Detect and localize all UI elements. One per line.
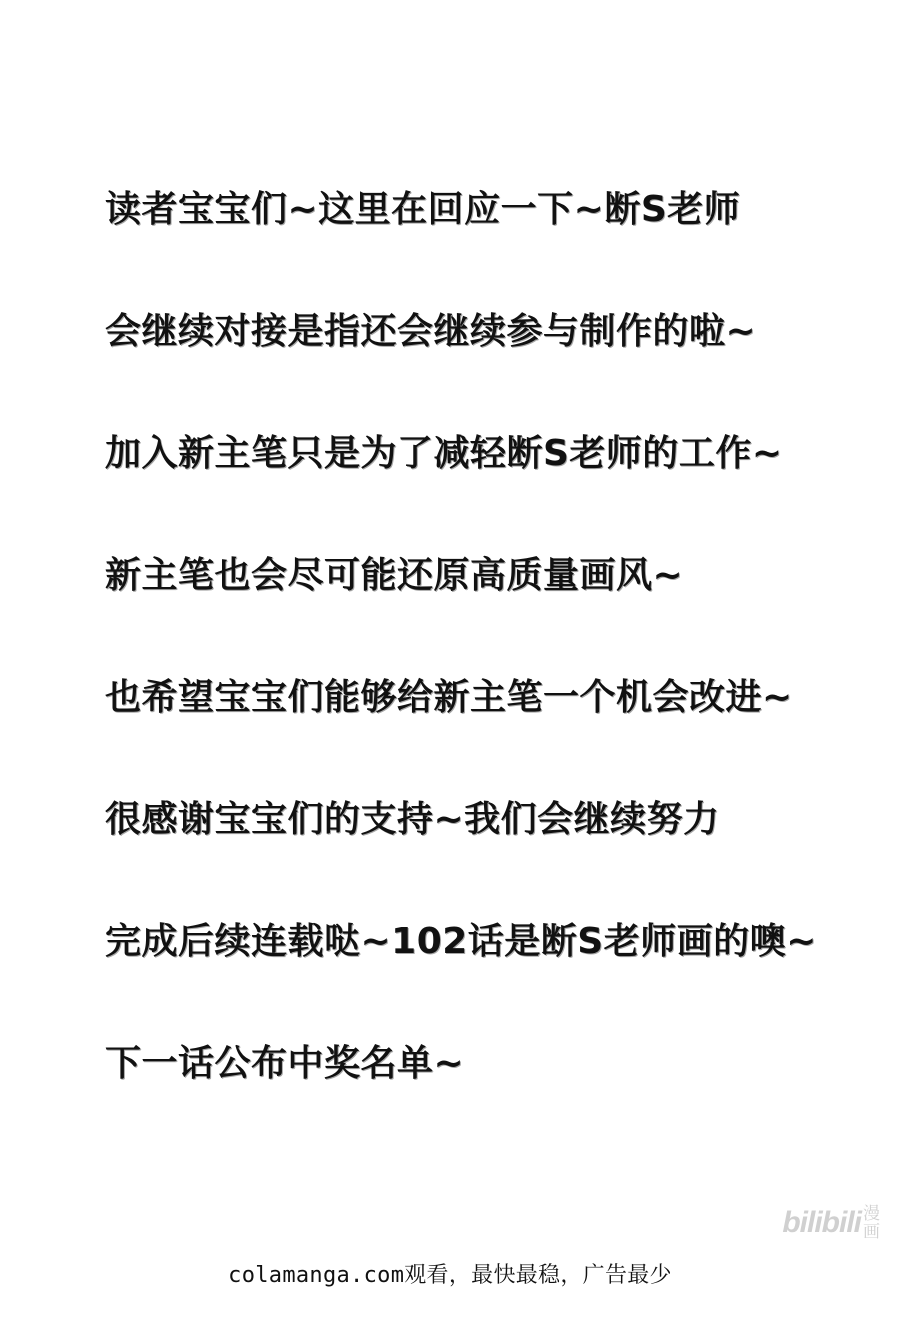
announcement-line-4: 新主笔也会尽可能还原高质量画风~ <box>105 555 684 596</box>
announcement-line-1: 读者宝宝们~这里在回应一下~断S老师 <box>105 189 741 230</box>
watermark-char-bottom: 画 <box>863 1222 880 1242</box>
bilibili-logo: bilibili <box>782 1206 861 1239</box>
watermark-char-top: 漫 <box>863 1204 880 1224</box>
announcement-line-5: 也希望宝宝们能够给新主笔一个机会改进~ <box>105 677 793 718</box>
bilibili-manga-watermark <box>782 1205 880 1241</box>
announcement-line-3: 加入新主笔只是为了减轻断S老师的工作~ <box>105 433 783 474</box>
source-footer: colamanga.com观看，最快最稳，广告最少 <box>228 1263 672 1288</box>
announcement-line-2: 会继续对接是指还会继续参与制作的啦~ <box>105 311 757 352</box>
announcement-line-6: 很感谢宝宝们的支持~我们会继续努力 <box>105 799 720 840</box>
watermark-manga-label <box>863 1205 880 1241</box>
announcement-text <box>105 180 885 1156</box>
announcement-line-7: 完成后续连载哒~102话是断S老师画的噢~ <box>105 921 817 962</box>
announcement-line-8: 下一话公布中奖名单~ <box>105 1043 465 1084</box>
